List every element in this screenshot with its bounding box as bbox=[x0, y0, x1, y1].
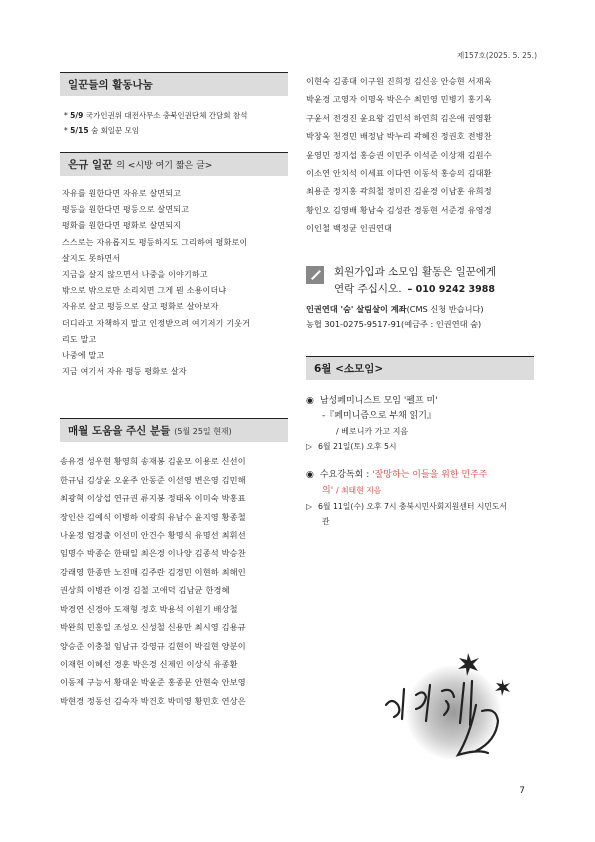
arrow-icon: ▷ bbox=[306, 501, 312, 511]
donor-line: 나윤정 엄경출 이선미 안건수 황명식 유명선 최휘선 bbox=[60, 530, 246, 541]
left-column bbox=[60, 72, 288, 710]
calligraphy-icon bbox=[376, 645, 526, 775]
poem-title-suffix: 의 <시방 여기 짧은 글> bbox=[116, 161, 213, 171]
donor-list-right bbox=[306, 72, 534, 238]
donor-line: 이동제 구능서 황대운 박윤준 홍종문 안현숙 안보영 bbox=[60, 677, 246, 688]
activities-list bbox=[64, 108, 288, 138]
account-label-row bbox=[306, 302, 534, 317]
arrow-icon: ▷ bbox=[306, 441, 312, 451]
meeting-author: / 최태현 지음 bbox=[336, 485, 382, 495]
donor-line: 윤영민 정지섭 홍승권 이민주 이석준 이상재 김원수 bbox=[306, 149, 492, 160]
meetings-header bbox=[306, 356, 534, 380]
donor-line: 송유경 성우현 황영희 송재봉 김윤모 이용로 신선이 bbox=[60, 456, 246, 467]
meeting-name: 남성페미니스트 모임 '펠프 미' bbox=[319, 395, 438, 406]
poem-line: 스스로는 자유롭지도 평등하지도 그리하여 평화로이 bbox=[62, 237, 248, 247]
donor-line: 이소연 안치석 이세표 이다연 이동석 홍승의 김대환 bbox=[306, 168, 492, 179]
bullet-icon: ◉ bbox=[306, 395, 314, 406]
poem-header bbox=[60, 152, 288, 176]
meetings-title: 6월 <소모임> bbox=[314, 362, 384, 375]
meeting-label: 수요강독회 : bbox=[319, 469, 373, 480]
donor-line: 박창욱 천경민 배정남 박누리 곽혜진 정권호 전병찬 bbox=[306, 131, 492, 142]
account-number: 농협 301-0275-9517-91(예금주 : 인권연대 숨) bbox=[306, 318, 482, 329]
poem-line: 살지도 못하면서 bbox=[62, 253, 121, 263]
donor-line: 최광혁 이상섭 연규권 류지봉 정태옥 이미숙 박홍표 bbox=[60, 493, 246, 504]
meeting-book-cont-row bbox=[306, 483, 534, 499]
donor-line: 박완희 민홍일 조성오 신성철 신용만 최시영 김용규 bbox=[60, 622, 246, 633]
meeting-book-cont: 의' bbox=[322, 485, 334, 496]
donor-line: 한규님 김상윤 오윤주 안동준 이선영 변은영 김민해 bbox=[60, 474, 246, 485]
account-info bbox=[306, 302, 534, 332]
donor-line: 박현경 정동선 김숙자 박건호 박미영 황민호 연상은 bbox=[60, 695, 246, 706]
donor-line: 박경연 신경아 도재형 정호 박용석 이원기 배상철 bbox=[60, 603, 238, 614]
poem-line: 밖으로 밖으로만 소리치면 그게 뭔 소용이더냐 bbox=[62, 286, 227, 296]
poem-line: 자유를 원한다면 자유로 살면되고 bbox=[62, 189, 182, 198]
activities-header bbox=[60, 72, 288, 96]
poem-line: 더디라고 자책하지 말고 인정받으려 여기저기 기웃거 bbox=[62, 318, 251, 328]
donor-line: 최용준 정지홍 곽희철 정미진 김윤경 이남훈 유희정 bbox=[306, 186, 492, 197]
poem-title-prefix: 은규 일꾼 bbox=[68, 159, 113, 171]
poem-body bbox=[62, 186, 288, 380]
meeting-title-row bbox=[306, 394, 534, 409]
donors-date-note: (5월 25일 현재) bbox=[174, 427, 232, 437]
donor-line: 권상희 이병관 이경 김철 고애덕 김남균 한경혜 bbox=[60, 585, 230, 596]
issue-number: 제157호(2025. 5. 25.) bbox=[457, 51, 537, 60]
poem-line: 리도 말고 bbox=[62, 334, 97, 344]
bullet-icon: ◉ bbox=[306, 469, 314, 480]
donor-line: 황인오 김영배 황남숙 김성관 경동현 서준경 유영경 bbox=[306, 204, 492, 215]
meeting-author: / 베로니카 가고 지음 bbox=[336, 426, 409, 436]
meeting-schedule-row bbox=[306, 439, 534, 454]
donor-line: 이인철 백정균 인권연대 bbox=[306, 223, 393, 234]
poem-line: 나중에 말고 bbox=[62, 351, 105, 361]
meeting-schedule-row bbox=[306, 499, 534, 514]
meeting-book: -『페미니즘으로 부채 읽기』 bbox=[322, 410, 436, 421]
pen-icon bbox=[306, 266, 324, 284]
meeting-title-row bbox=[306, 468, 534, 483]
meeting-schedule: 6월 21일(토) 오후 5시 bbox=[318, 441, 397, 451]
signature-logo bbox=[376, 645, 526, 775]
donors-title: 매월 도움을 주신 분들 bbox=[68, 425, 171, 438]
meeting-item bbox=[306, 468, 534, 529]
activity-item bbox=[64, 108, 288, 123]
join-text bbox=[334, 264, 496, 298]
donor-line: 장인산 김예식 이병하 이광희 유남수 윤지영 황종철 bbox=[60, 511, 246, 522]
donor-line: 임명수 박종순 한태일 최은경 이나양 김종석 박승찬 bbox=[60, 548, 246, 559]
donor-list-left bbox=[60, 452, 288, 710]
poem-line: 자유로 살고 평등으로 살고 평화로 살아보자 bbox=[62, 302, 219, 312]
account-note: (CMS 신청 반습니다) bbox=[406, 303, 484, 314]
right-column bbox=[306, 72, 534, 529]
activity-date: 5/9 bbox=[70, 111, 84, 120]
donor-line: 이현숙 김종대 이구원 진희정 김신응 안승현 서재욱 bbox=[306, 76, 492, 86]
join-info bbox=[306, 264, 534, 298]
meeting-book: '잘망하는 이들을 위한 민주주 bbox=[372, 469, 488, 480]
meeting-item bbox=[306, 394, 534, 454]
phone-number: – 010 9242 3988 bbox=[407, 283, 495, 295]
join-line1: 회원가입과 소모임 활동은 일꾼에게 bbox=[334, 265, 497, 278]
poem-line: 평등을 원한다면 평등으로 살면되고 bbox=[62, 205, 190, 215]
donor-line: 구윤서 전경진 윤요왕 김민석 하연희 김은애 권영환 bbox=[306, 112, 492, 123]
poem-line: 평화를 원한다면 평화로 살면되지 bbox=[62, 221, 182, 231]
activity-item bbox=[64, 123, 288, 138]
activities-title: 일꾼들의 활동나눔 bbox=[68, 79, 153, 91]
meeting-schedule: 6월 11일(수) 오후 7시 충북시민사회지원센터 시민도서 bbox=[318, 501, 507, 511]
account-label: 인권연대 '숨' 살림살이 계좌 bbox=[306, 303, 407, 314]
donor-line: 이재헌 이혜선 경훈 박은경 신제인 이상식 유종환 bbox=[60, 658, 238, 669]
donor-line: 양승준 이충철 임남규 강영규 김현이 박길현 양분이 bbox=[60, 640, 246, 651]
page-number: 7 bbox=[519, 786, 525, 796]
donor-line: 박윤경 고영자 이명옥 박은수 최민영 민병기 홍기옥 bbox=[306, 94, 492, 105]
activity-date: 5/15 bbox=[70, 126, 89, 135]
activity-text: 국가인권위 대전사무소 충북인권단체 간담회 참석 bbox=[85, 111, 248, 120]
donors-header bbox=[60, 418, 288, 442]
poem-line: 지금을 살지 않으면서 나중을 이야기하고 bbox=[62, 270, 208, 280]
meeting-schedule-cont: 관 bbox=[322, 516, 330, 526]
join-line2: 연락 주십시오. bbox=[334, 282, 402, 295]
donor-line: 강래영 한종만 노진매 김주란 김경민 이현하 최해인 bbox=[60, 566, 246, 577]
meeting-title bbox=[320, 468, 488, 483]
poem-line: 지금 여기서 자유 평등 평화로 살자 bbox=[62, 367, 187, 377]
activity-text: 숨 회일꾼 모임 bbox=[90, 126, 140, 135]
join-line2-row bbox=[334, 281, 496, 298]
